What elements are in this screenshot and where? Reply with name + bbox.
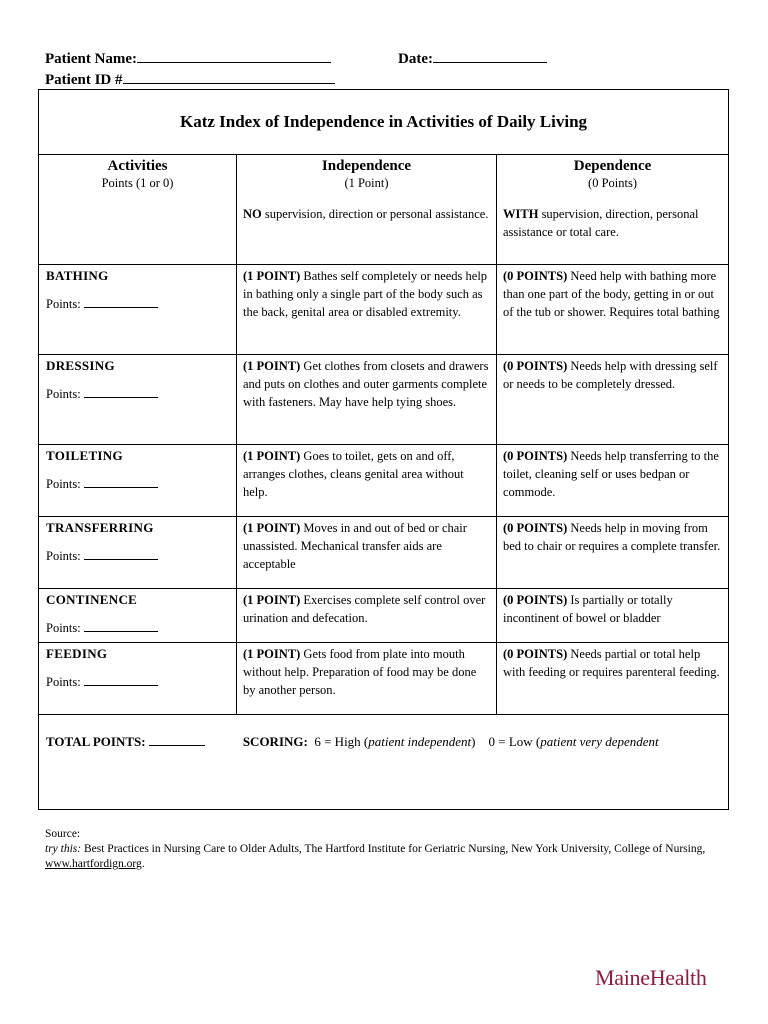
points-label: Points:: [46, 477, 81, 491]
patient-name-field[interactable]: [137, 48, 331, 63]
source-try-label: try this:: [45, 843, 82, 855]
independence-tag: (1 POINT): [243, 449, 301, 463]
independence-tag: (1 POINT): [243, 647, 301, 661]
patient-id-line: [45, 69, 335, 89]
points-field[interactable]: [84, 475, 158, 488]
activity-cell: [39, 517, 237, 589]
activity-row-bathing: [39, 265, 729, 355]
independence-text: Moves in and out of bed or chair unassisted. Mechanical transfer aids are acceptable: [243, 521, 467, 571]
patient-name-label: Patient Name:: [45, 51, 138, 67]
independence-text: Gets food from plate into mouth without help. Preparation of food may be done by another person.: [243, 647, 477, 697]
dependence-cell: [497, 355, 729, 445]
dependence-tag: (0 POINTS): [503, 647, 568, 661]
activity-cell: [39, 355, 237, 445]
activity-row-transferring: [39, 517, 729, 589]
points-field[interactable]: [84, 295, 158, 308]
dependence-cell: [497, 589, 729, 643]
points-line: [46, 295, 229, 312]
activities-header-sub: Points (1 or 0): [101, 176, 174, 190]
independence-cell: [237, 265, 497, 355]
activity-name: TOILETING: [46, 448, 123, 463]
points-field[interactable]: [84, 385, 158, 398]
total-points-label: TOTAL POINTS:: [46, 734, 146, 749]
points-line: [46, 385, 229, 402]
independence-header: [237, 155, 497, 265]
independence-text: Exercises complete self control over urination and defecation.: [243, 593, 486, 625]
activity-name: FEEDING: [46, 646, 108, 661]
independence-header-label: Independence: [321, 158, 412, 174]
independence-text: Bathes self completely or needs help in bathing only a single part of the body such as the back, genital area or disabled extremity.: [243, 269, 488, 319]
activities-header-label: Activities: [107, 158, 168, 174]
dependence-cell: [497, 265, 729, 355]
scoring-high: 6 = High (: [314, 734, 369, 749]
source-citation: try this: Best Practices in Nursing Care to Older Adults, The Hartford Institute for Geriatric Nursing, New York University, College of Nursing, www.hartfordign.org.: [45, 843, 706, 870]
date-field[interactable]: [433, 48, 547, 63]
activity-name: CONTINENCE: [46, 592, 138, 607]
dependence-header-label: Dependence: [573, 158, 652, 174]
independence-cell: [237, 589, 497, 643]
points-line: [46, 475, 229, 492]
activity-name: TRANSFERRING: [46, 520, 154, 535]
points-field[interactable]: [84, 673, 158, 686]
points-field[interactable]: [84, 547, 158, 560]
dependence-header: [497, 155, 729, 265]
independence-tag: (1 POINT): [243, 593, 301, 607]
dependence-text: Needs partial or total help with feeding or requires parenteral feeding.: [503, 647, 720, 679]
katz-index-table: [38, 89, 729, 810]
total-points-field[interactable]: [149, 733, 205, 746]
total-cell: [39, 715, 729, 810]
dependence-tag: (0 POINTS): [503, 449, 568, 463]
dependence-cell: [497, 517, 729, 589]
scoring-high-note: patient independent: [368, 734, 472, 749]
points-label: Points:: [46, 621, 81, 635]
independence-text: Get clothes from closets and drawers and puts on clothes and outer garments complete with fasteners. May have help tying shoes.: [243, 359, 489, 409]
dependence-text: Is partially or totally incontinent of bowel or bladder: [503, 593, 673, 625]
independence-text: Goes to toilet, gets on and off, arranges clothes, cleans genital area without help.: [243, 449, 464, 499]
independence-tag: (1 POINT): [243, 269, 301, 283]
dependence-header-sub: (0 Points): [588, 176, 637, 190]
activity-cell: [39, 445, 237, 517]
independence-cell: [237, 517, 497, 589]
independence-cell: [237, 445, 497, 517]
points-label: Points:: [46, 549, 81, 563]
activity-name: BATHING: [46, 268, 109, 283]
activity-row-toileting: [39, 445, 729, 517]
dependence-tag: (0 POINTS): [503, 521, 568, 535]
dependence-text: Needs help in moving from bed to chair or requires a complete transfer.: [503, 521, 721, 553]
independence-header-sub: (1 Point): [344, 176, 389, 190]
date-line: [398, 48, 547, 68]
activity-row-feeding: [39, 643, 729, 715]
independence-definition: NO supervision, direction or personal assistance.: [243, 207, 489, 221]
dependence-definition: WITH supervision, direction, personal assistance or total care.: [503, 207, 699, 239]
independence-tag: (1 POINT): [243, 521, 301, 535]
scoring-label: SCORING:: [242, 734, 308, 749]
scoring-low-note: patient very dependent: [540, 734, 659, 749]
patient-name-line: [45, 48, 331, 68]
form-title: Katz Index of Independence in Activities of Daily Living: [39, 90, 729, 155]
dependence-text: Needs help with dressing self or needs to be completely dressed.: [503, 359, 718, 391]
points-label: Points:: [46, 675, 81, 689]
independence-cell: [237, 355, 497, 445]
source-note: [45, 827, 735, 872]
points-label: Points:: [46, 387, 81, 401]
points-line: [46, 673, 229, 690]
activity-cell: [39, 265, 237, 355]
dependence-tag: (0 POINTS): [503, 593, 568, 607]
source-label: Source:: [45, 828, 81, 840]
scoring-low: ) 0 = Low (: [471, 734, 541, 749]
activity-row-continence: [39, 589, 729, 643]
dependence-text: Needs help transferring to the toilet, cleaning self or uses bedpan or commode.: [503, 449, 719, 499]
dependence-cell: [497, 445, 729, 517]
dependence-tag: (0 POINTS): [503, 269, 568, 283]
independence-cell: [237, 643, 497, 715]
points-field[interactable]: [84, 619, 158, 632]
activity-cell: [39, 589, 237, 643]
activity-name: DRESSING: [46, 358, 115, 373]
source-link[interactable]: www.hartfordign.org: [45, 858, 142, 870]
independence-tag: (1 POINT): [243, 359, 301, 373]
points-label: Points:: [46, 297, 81, 311]
activities-header: [39, 155, 237, 265]
mainehealth-logo: MaineHealth: [595, 965, 707, 990]
dependence-cell: [497, 643, 729, 715]
dependence-tag: (0 POINTS): [503, 359, 568, 373]
date-label: Date:: [398, 51, 433, 67]
patient-id-field[interactable]: [123, 69, 335, 84]
points-line: [46, 547, 229, 564]
total-row: [39, 715, 729, 810]
activity-row-dressing: [39, 355, 729, 445]
patient-id-label: Patient ID #: [45, 72, 123, 88]
activity-cell: [39, 643, 237, 715]
dependence-text: Need help with bathing more than one part of the body, getting in or out of the tub or shower. Requires total bathing: [503, 269, 720, 319]
points-line: [46, 619, 229, 636]
